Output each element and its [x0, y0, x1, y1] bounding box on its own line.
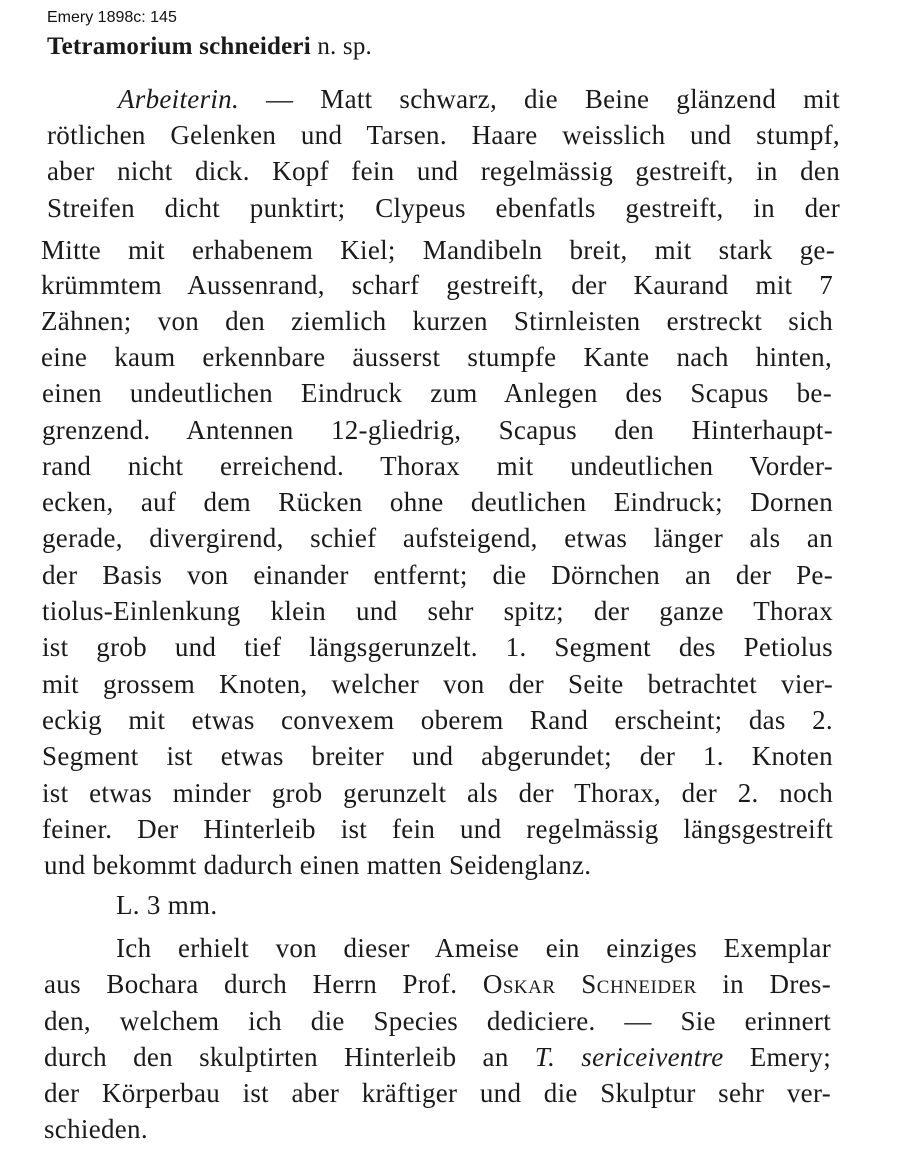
text-line: eckig mit etwas convexem oberem Rand erscheint; das 2.: [42, 705, 833, 735]
text-line: krümmtem Aussenrand, scharf gestreift, der Kaurand mit 7: [41, 270, 833, 300]
text-line: Mitte mit erhabenem Kiel; Mandibeln breit, mit stark ge-: [41, 235, 835, 265]
text-line: der Körperbau ist aber kräftiger und die Skulptur sehr ver-: [44, 1078, 831, 1108]
text-line: und bekommt dadurch einen matten Seidenglanz.: [44, 850, 592, 880]
text-line: ecken, auf dem Rücken ohne deutlichen Eindruck; Dornen: [42, 487, 833, 517]
text-line: den, welchem ich die Species dediciere. — Sie erinnert: [44, 1006, 831, 1036]
citation: Emery 1898c: 145: [47, 9, 177, 26]
text-line: schieden.: [44, 1114, 148, 1144]
species-suffix: n. sp.: [317, 33, 373, 60]
text-line: mit grossem Knoten, welcher von der Seite betrachtet vier-: [42, 669, 833, 699]
text-line: Ich erhielt von dieser Ameise ein einziges Exemplar: [116, 933, 831, 963]
species-reference: T. sericeiventre: [534, 1042, 724, 1072]
species-name: Tetramorium schneideri: [47, 33, 311, 60]
text-line: aber nicht dick. Kopf fein und regelmässig gestreift, in den: [47, 156, 840, 186]
text-line: rand nicht erreichend. Thorax mit undeutlichen Vorder-: [42, 451, 833, 481]
text-line: Zähnen; von den ziemlich kurzen Stirnleisten erstreckt sich: [41, 306, 833, 336]
text-line: gerade, divergirend, schief aufsteigend, etwas länger als an: [42, 523, 833, 553]
text-line: aus Bochara durch Herrn Prof. Oskar Schneider in Dres-: [44, 969, 831, 999]
text-line: ist grob und tief längsgerunzelt. 1. Segment des Petiolus: [42, 632, 833, 662]
text-line: der Basis von einander entfernt; die Dörnchen an der Pe-: [42, 560, 833, 590]
text-line: grenzend. Antennen 12-gliedrig, Scapus den Hinterhaupt-: [42, 415, 833, 445]
text-line: Streifen dicht punktirt; Clypeus ebenfatls gestreift, in der: [47, 193, 840, 223]
size-line: L. 3 mm.: [116, 890, 218, 920]
text-line: Segment ist etwas breiter und abgerundet; der 1. Knoten: [42, 741, 833, 771]
text-line: tiolus-Einlenkung klein und sehr spitz; der ganze Thorax: [42, 596, 833, 626]
text-line: feiner. Der Hinterleib ist fein und regelmässig längsgestreift: [42, 814, 833, 844]
text-line: durch den skulptirten Hinterleib an T. sericeiventre Emery;: [44, 1042, 831, 1072]
person-name: Oskar Schneider: [482, 969, 697, 999]
text-line: rötlichen Gelenken und Tarsen. Haare weisslich und stumpf,: [47, 120, 840, 150]
text-line: einen undeutlichen Eindruck zum Anlegen des Scapus be-: [42, 378, 832, 408]
text-line: Arbeiterin. — Matt schwarz, die Beine glänzend mit: [118, 84, 840, 114]
text-line: ist etwas minder grob gerunzelt als der Thorax, der 2. noch: [42, 778, 833, 808]
caste-label: Arbeiterin.: [118, 84, 240, 114]
text-line: eine kaum erkennbare äusserst stumpfe Kante nach hinten,: [41, 342, 832, 372]
species-heading: [47, 33, 372, 61]
